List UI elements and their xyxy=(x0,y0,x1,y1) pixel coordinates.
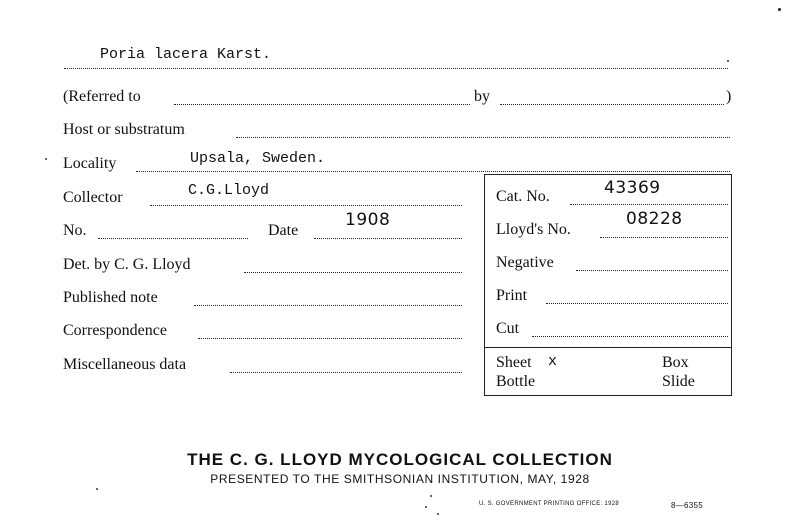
printing-office-note: U. S. GOVERNMENT PRINTING OFFICE: 1928 xyxy=(479,501,619,507)
scan-speck xyxy=(727,60,729,62)
cat-no-label: Cat. No. xyxy=(496,188,550,205)
bottle-label: Bottle xyxy=(496,373,536,390)
no-field[interactable] xyxy=(98,238,248,239)
form-number: 8—6355 xyxy=(671,501,704,510)
box-bottom-border xyxy=(484,395,731,396)
scan-speck xyxy=(45,158,47,160)
species-name: Poria lacera Karst. xyxy=(100,46,272,63)
host-field[interactable] xyxy=(236,137,730,138)
scan-speck xyxy=(425,506,427,508)
collector-label: Collector xyxy=(63,189,123,206)
referred-close-paren: ) xyxy=(726,88,732,105)
misc-data-field[interactable] xyxy=(230,372,462,373)
lloyds-no-label: Lloyd's No. xyxy=(496,221,571,238)
host-label: Host or substratum xyxy=(63,121,185,138)
locality-field[interactable] xyxy=(136,171,730,172)
box-label: Box xyxy=(662,354,689,371)
scan-speck xyxy=(778,8,781,11)
correspondence-field[interactable] xyxy=(198,338,462,339)
scan-speck xyxy=(430,495,432,497)
collector-field[interactable] xyxy=(150,205,462,206)
collector-value: C.G.Lloyd xyxy=(188,182,270,199)
date-field[interactable] xyxy=(314,238,462,239)
slide-label: Slide xyxy=(662,373,695,390)
no-label: No. xyxy=(63,222,87,239)
cut-field[interactable] xyxy=(532,336,728,337)
collection-subtitle: PRESENTED TO THE SMITHSONIAN INSTITUTION, MAY, 1928 xyxy=(210,472,590,486)
det-by-field[interactable] xyxy=(244,272,462,273)
box-divider xyxy=(484,347,731,348)
referred-by-field[interactable] xyxy=(500,104,724,105)
referred-to-field[interactable] xyxy=(174,104,470,105)
referred-to-label: (Referred to xyxy=(63,88,141,105)
correspondence-label: Correspondence xyxy=(63,322,167,339)
cut-label: Cut xyxy=(496,320,520,337)
collection-title: THE C. G. LLOYD MYCOLOGICAL COLLECTION xyxy=(187,450,613,469)
sheet-mark: x xyxy=(548,353,558,370)
box-right-border xyxy=(731,174,732,396)
locality-label: Locality xyxy=(63,155,117,172)
print-field[interactable] xyxy=(546,303,728,304)
lloyds-no-field[interactable] xyxy=(600,237,728,238)
box-top-border xyxy=(484,174,731,175)
referred-by-label: by xyxy=(474,88,490,105)
lloyds-no-value: 08228 xyxy=(626,209,683,229)
scan-speck xyxy=(96,488,98,490)
sheet-label: Sheet xyxy=(496,354,532,371)
published-note-label: Published note xyxy=(63,289,158,306)
misc-data-label: Miscellaneous data xyxy=(63,356,187,373)
negative-field[interactable] xyxy=(576,270,728,271)
species-rule xyxy=(64,68,728,69)
date-value: 1908 xyxy=(345,210,391,230)
locality-value: Upsala, Sweden. xyxy=(190,150,326,167)
cat-no-value: 43369 xyxy=(604,178,661,198)
det-by-label: Det. by C. G. Lloyd xyxy=(63,256,191,273)
box-left-border xyxy=(484,174,485,396)
negative-label: Negative xyxy=(496,254,554,271)
print-label: Print xyxy=(496,287,528,304)
cat-no-field[interactable] xyxy=(570,204,728,205)
scan-speck xyxy=(437,513,439,515)
published-note-field[interactable] xyxy=(194,305,462,306)
date-label: Date xyxy=(268,222,299,239)
